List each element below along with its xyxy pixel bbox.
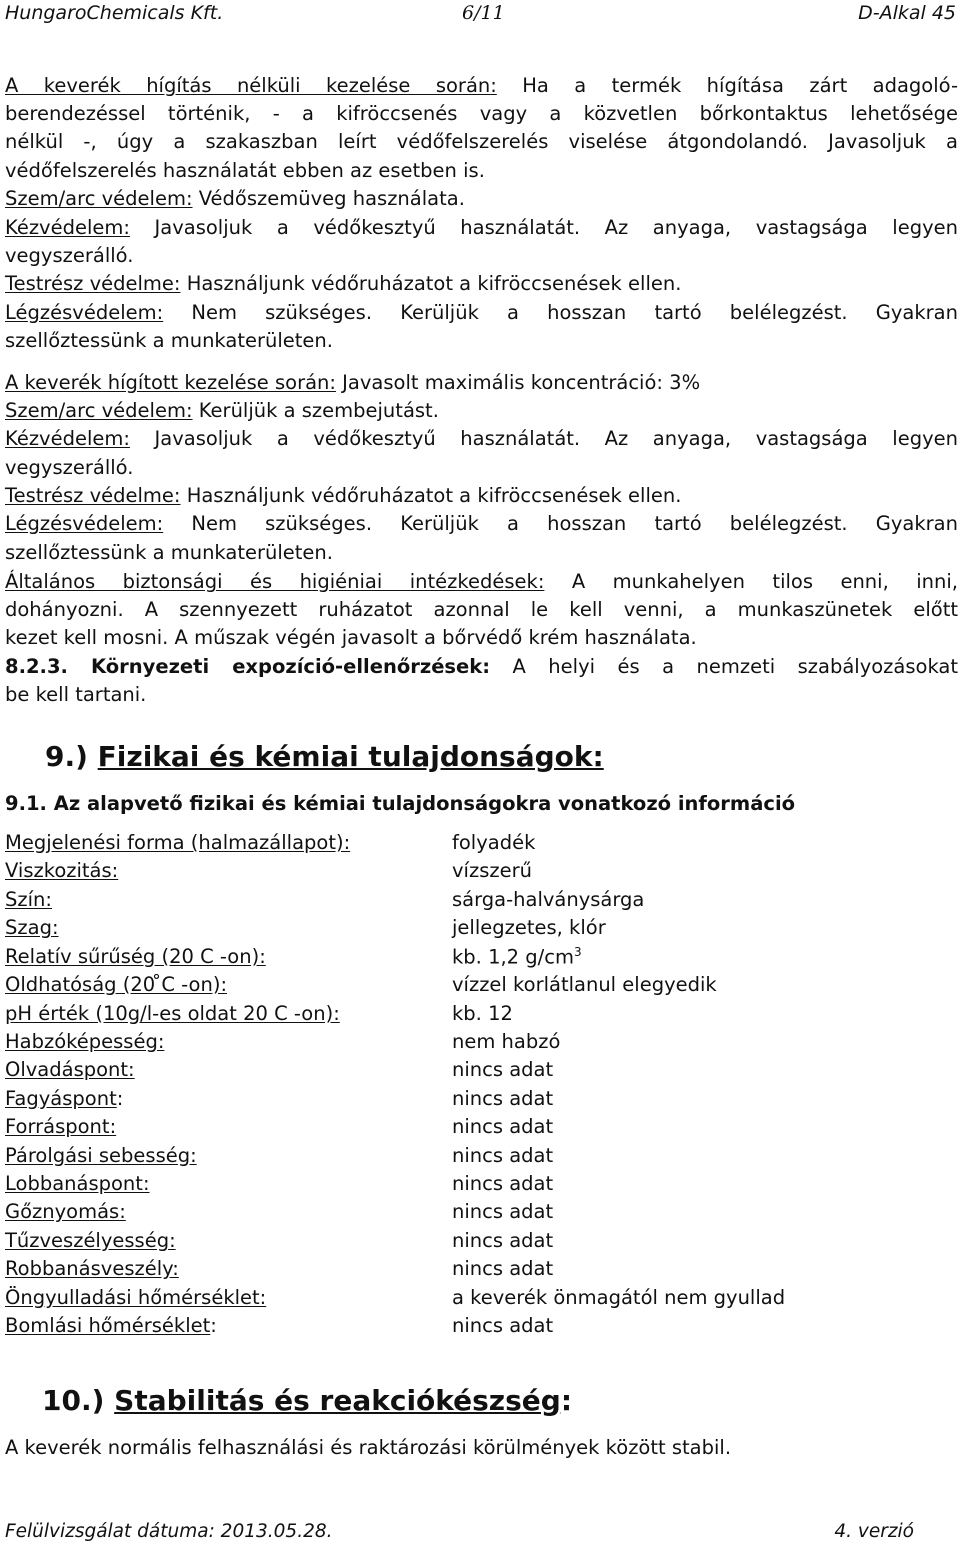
property-label: Párolgási sebesség:	[5, 1144, 197, 1167]
diluted-intro: A keverék hígított kezelése során: Javasolt maximális koncentráció: 3%	[5, 371, 701, 394]
property-label: Robbanásveszély:	[5, 1257, 179, 1280]
property-value: nincs adat	[452, 1144, 554, 1167]
diluted-respiratory-protection: Légzésvédelem: Nem szükséges. Kerüljük a hosszan tartó belélegzést. Gyakran	[5, 512, 958, 535]
property-label: Olvadáspont:	[5, 1058, 135, 1081]
header-product: D-Alkal 45	[858, 2, 956, 24]
header-company: HungaroChemicals Kft.	[5, 2, 224, 24]
property-value: nem habzó	[452, 1030, 561, 1053]
property-label: Bomlási hőmérséklet:	[5, 1314, 217, 1337]
undiluted-intro-line1: A keverék hígítás nélküli kezelése során: Ha a termék hígítása zárt adagoló-	[5, 74, 958, 97]
property-value: nincs adat	[452, 1087, 554, 1110]
property-label: Viszkozitás:	[5, 859, 119, 882]
section-9-1-heading: 9.1. Az alapvető fizikai és kémiai tulajdonságokra vonatkozó információ	[5, 792, 796, 815]
property-label: Habzóképesség:	[5, 1030, 165, 1053]
property-value: nincs adat	[452, 1314, 554, 1337]
property-label: Fagyáspont:	[5, 1087, 124, 1110]
property-label: Szín:	[5, 888, 52, 911]
section-10-heading: 10.) Stabilitás és reakciókészség:	[42, 1384, 573, 1417]
property-label: Gőznyomás:	[5, 1200, 126, 1223]
general-measures-line1: Általános biztonsági és higiéniai intézkedések: A munkahelyen tilos enni, inni,	[5, 570, 958, 593]
property-value: nincs adat	[452, 1058, 554, 1081]
property-value: sárga-halványsárga	[452, 888, 645, 911]
undiluted-eye-protection: Szem/arc védelem: Védőszemüveg használata.	[5, 187, 465, 210]
header-page-number: 6/11	[462, 2, 505, 24]
property-value: nincs adat	[452, 1172, 554, 1195]
property-value: kb. 1,2 $g/cm^3$	[452, 945, 582, 969]
undiluted-intro-line3: nélkül -, úgy a szakaszban leírt védőfelszerelés viselése átgondolandó. Javasoljuk a	[5, 130, 958, 153]
undiluted-intro-line2: berendezéssel történik, - a kifröccsenés vagy a közvetlen bőrkontaktus lehetősége	[5, 102, 958, 125]
property-label: Forráspont:	[5, 1115, 117, 1138]
env-exposure-line1: 8.2.3. Környezeti expozíció-ellenőrzések: A helyi és a nemzeti szabályozásokat	[5, 655, 959, 678]
property-label: Megjelenési forma (halmazállapot):	[5, 831, 351, 854]
undiluted-label: A keverék hígítás nélküli kezelése során:	[5, 74, 497, 97]
diluted-respiratory-cont: szellőztessünk a munkaterületen.	[5, 541, 333, 564]
undiluted-hand-protection: Kézvédelem: Javasoljuk a védőkesztyű használatát. Az anyaga, vastagsága legyen	[5, 216, 958, 239]
diluted-hand-protection: Kézvédelem: Javasoljuk a védőkesztyű használatát. Az anyaga, vastagsága legyen	[5, 427, 958, 450]
property-label: pH érték (10g/l-es oldat 20 C -on):	[5, 1002, 340, 1025]
property-label: Lobbanáspont:	[5, 1172, 150, 1195]
property-label: Oldhatóság (20 ̊C -on):	[5, 973, 228, 996]
undiluted-hand-protection-cont: vegyszerálló.	[5, 244, 134, 267]
diluted-eye-protection: Szem/arc védelem: Kerüljük a szembejutást.	[5, 399, 439, 422]
property-value: jellegzetes, klór	[452, 916, 606, 939]
property-label: Szag:	[5, 916, 59, 939]
undiluted-intro-line4: védőfelszerelés használatát ebben az esetben is.	[5, 159, 485, 182]
property-value: nincs adat	[452, 1200, 554, 1223]
footer-version: 4. verzió	[834, 1521, 914, 1542]
diluted-body-protection: Testrész védelme: Használjunk védőruházatot a kifröccsenések ellen.	[5, 484, 682, 507]
diluted-hand-protection-cont: vegyszerálló.	[5, 456, 134, 479]
property-label: Öngyulladási hőmérséklet:	[5, 1286, 267, 1309]
undiluted-body-protection: Testrész védelme: Használjunk védőruházatot a kifröccsenések ellen.	[5, 272, 682, 295]
undiluted-respiratory-cont: szellőztessünk a munkaterületen.	[5, 329, 333, 352]
property-value: a keverék önmagától nem gyullad	[452, 1286, 786, 1309]
property-value: folyadék	[452, 831, 536, 854]
undiluted-respiratory-protection: Légzésvédelem: Nem szükséges. Kerüljük a hosszan tartó belélegzést. Gyakran	[5, 301, 958, 324]
property-value: kb. 12	[452, 1002, 513, 1025]
property-label: Tűzveszélyesség:	[5, 1229, 176, 1252]
section-10-text: A keverék normális felhasználási és raktározási körülmények között stabil.	[5, 1436, 732, 1459]
property-value: vízszerű	[452, 859, 532, 882]
property-value: nincs adat	[452, 1115, 554, 1138]
general-measures-line2: dohányozni. A szennyezett ruházatot azonnal le kell venni, a munkaszünetek előtt	[5, 598, 958, 621]
footer-revision-date: Felülvizsgálat dátuma: 2013.05.28.	[5, 1521, 333, 1542]
env-exposure-line2: be kell tartani.	[5, 683, 147, 706]
property-value: nincs adat	[452, 1229, 554, 1252]
general-measures-line3: kezet kell mosni. A műszak végén javasolt a bőrvédő krém használata.	[5, 626, 697, 649]
property-label: Relatív sűrűség (20 C -on):	[5, 945, 266, 968]
property-value: nincs adat	[452, 1257, 554, 1280]
section-9-heading: 9.) Fizikai és kémiai tulajdonságok:	[45, 740, 604, 773]
property-value: vízzel korlátlanul elegyedik	[452, 973, 717, 996]
